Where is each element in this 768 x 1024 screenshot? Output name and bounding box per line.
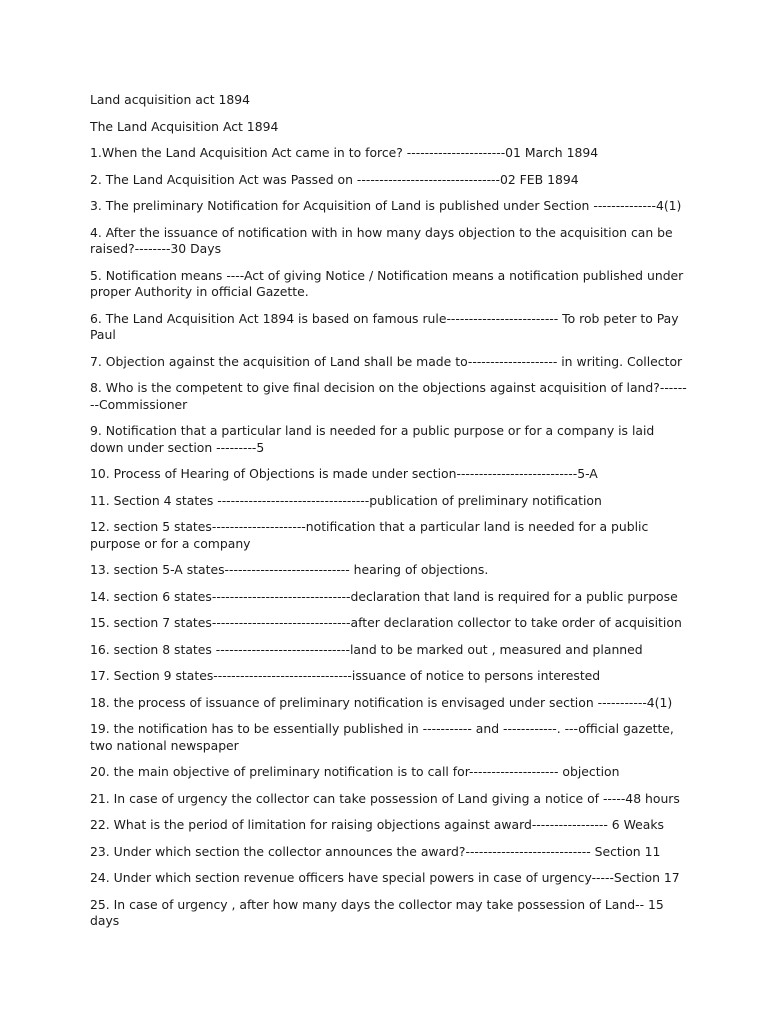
qa-item: 1.When the Land Acquisition Act came in to force? ----------------------01 March 1894 xyxy=(90,145,599,160)
qa-item: 19. the notification has to be essentially published in ----------- and ------------. ---official gazette, two national newspaper xyxy=(90,721,674,753)
qa-item: 6. The Land Acquisition Act 1894 is based on famous rule------------------------- To rob peter to Pay Paul xyxy=(90,310,679,342)
qa-item: 17. Section 9 states-------------------------------issuance of notice to persons interested xyxy=(90,668,601,683)
qa-item: 16. section 8 states ------------------------------land to be marked out , measured and planned xyxy=(90,641,643,657)
qa-item: 23. Under which section the collector announces the award?---------------------------- Section 11 xyxy=(90,843,661,859)
qa-item: 12. section 5 states---------------------notification that a particular land is needed for a public purpose or for a company xyxy=(90,519,649,551)
qa-item: 25. In case of urgency , after how many days the collector may take possession of Land-- 15 days xyxy=(90,896,664,928)
qa-item: 8. Who is the competent to give final decision on the objections against acquisition of land?--------Commissioner xyxy=(90,380,687,412)
qa-item: 14. section 6 states-------------------------------declaration that land is required for a public purpose xyxy=(90,588,678,604)
qa-item: 10. Process of Hearing of Objections is made under section---------------------------5-A xyxy=(90,466,598,481)
qa-item: 7. Objection against the acquisition of Land shall be made to-------------------- in writing. Collector xyxy=(90,353,683,369)
qa-item: 20. the main objective of preliminary notification is to call for-------------------- objection xyxy=(90,764,620,779)
qa-item: 18. the process of issuance of preliminary notification is envisaged under section -----------4(1) xyxy=(90,694,673,710)
document-body xyxy=(90,92,690,940)
qa-item: 21. In case of urgency the collector can take possession of Land giving a notice of -----48 hours xyxy=(90,790,680,806)
document-title: Land acquisition act 1894 xyxy=(90,92,251,107)
qa-item: 13. section 5-A states---------------------------- hearing of objections. xyxy=(90,562,489,577)
qa-item: 24. Under which section revenue officers have special powers in case of urgency-----Section 17 xyxy=(90,870,680,885)
document-subtitle: The Land Acquisition Act 1894 xyxy=(90,118,279,134)
qa-item: 9. Notification that a particular land is needed for a public purpose or for a company is laid down under section ---------5 xyxy=(90,423,655,455)
qa-item: 15. section 7 states-------------------------------after declaration collector to take order of acquisition xyxy=(90,615,682,630)
qa-item: 4. After the issuance of notification with in how many days objection to the acquisition can be raised?--------30 Days xyxy=(90,224,673,256)
qa-item: 5. Notification means ----Act of giving Notice / Notification means a notification published under proper Authority in official Gazette. xyxy=(90,267,684,299)
qa-item: 2. The Land Acquisition Act was Passed on --------------------------------02 FEB 1894 xyxy=(90,171,579,187)
qa-item: 11. Section 4 states ----------------------------------publication of preliminary notification xyxy=(90,492,602,508)
qa-item: 22. What is the period of limitation for raising objections against award----------------- 6 Weaks xyxy=(90,817,664,832)
qa-item: 3. The preliminary Notification for Acquisition of Land is published under Section --------------4(1) xyxy=(90,198,682,213)
